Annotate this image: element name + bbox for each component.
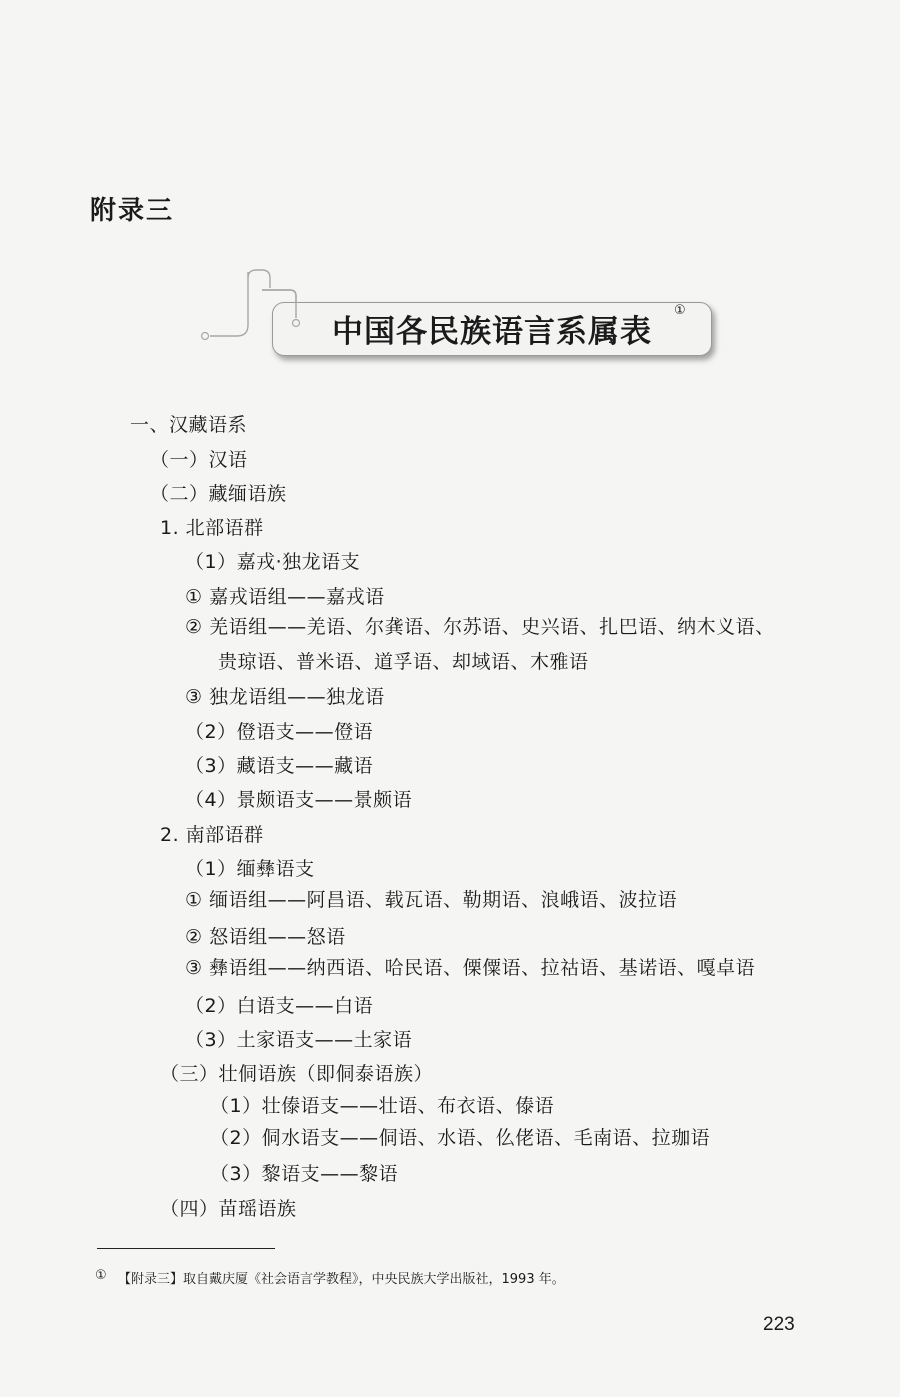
list-item: ③ 彝语组——纳西语、哈民语、傈僳语、拉祜语、基诺语、嘎卓语 <box>185 957 756 979</box>
list-item: 1. 北部语群 <box>160 517 264 539</box>
list-item: （2）侗水语支——侗语、水语、仫佬语、毛南语、拉珈语 <box>210 1127 711 1149</box>
list-item: ② 怒语组——怒语 <box>185 926 346 948</box>
list-item: （1）缅彝语支 <box>185 858 315 880</box>
list-item: （3）土家语支——土家语 <box>185 1029 413 1051</box>
list-item: ③ 独龙语组——独龙语 <box>185 686 385 708</box>
list-item: （1）壮傣语支——壮语、布衣语、傣语 <box>210 1095 555 1117</box>
list-item: （1）嘉戎·独龙语支 <box>185 551 361 573</box>
footnote-mark: ① <box>95 1268 107 1283</box>
appendix-label: 附录三 <box>90 196 175 226</box>
page-number: 223 <box>763 1314 795 1335</box>
list-item: ① 缅语组——阿昌语、载瓦语、勒期语、浪峨语、波拉语 <box>185 889 678 911</box>
list-item: （4）景颇语支——景颇语 <box>185 789 413 811</box>
list-item: ② 羌语组——羌语、尔龚语、尔苏语、史兴语、扎巴语、纳木义语、 <box>185 616 775 638</box>
list-item: 2. 南部语群 <box>160 824 264 846</box>
list-item: （四）苗瑶语族 <box>160 1198 297 1220</box>
list-item: 一、汉藏语系 <box>130 414 248 436</box>
list-item: （2）僜语支——僜语 <box>185 721 374 743</box>
footnote-text: 【附录三】取自戴庆厦《社会语言学教程》，中央民族大学出版社，1993 年。 <box>118 1272 565 1287</box>
list-item: （一）汉语 <box>150 449 248 471</box>
list-item: （二）藏缅语族 <box>150 483 287 505</box>
list-item: （2）白语支——白语 <box>185 995 374 1017</box>
list-item: 贵琼语、普米语、道孚语、却域语、木雅语 <box>218 651 589 673</box>
list-item: （3）藏语支——藏语 <box>185 755 374 777</box>
list-item: ① 嘉戎语组——嘉戎语 <box>185 586 385 608</box>
list-item: （三）壮侗语族（即侗泰语族） <box>160 1063 434 1085</box>
page-title: 中国各民族语言系属表 <box>332 314 652 350</box>
list-item: （3）黎语支——黎语 <box>210 1163 399 1185</box>
footnote-divider <box>97 1248 275 1249</box>
title-footnote-mark: ① <box>674 303 686 318</box>
